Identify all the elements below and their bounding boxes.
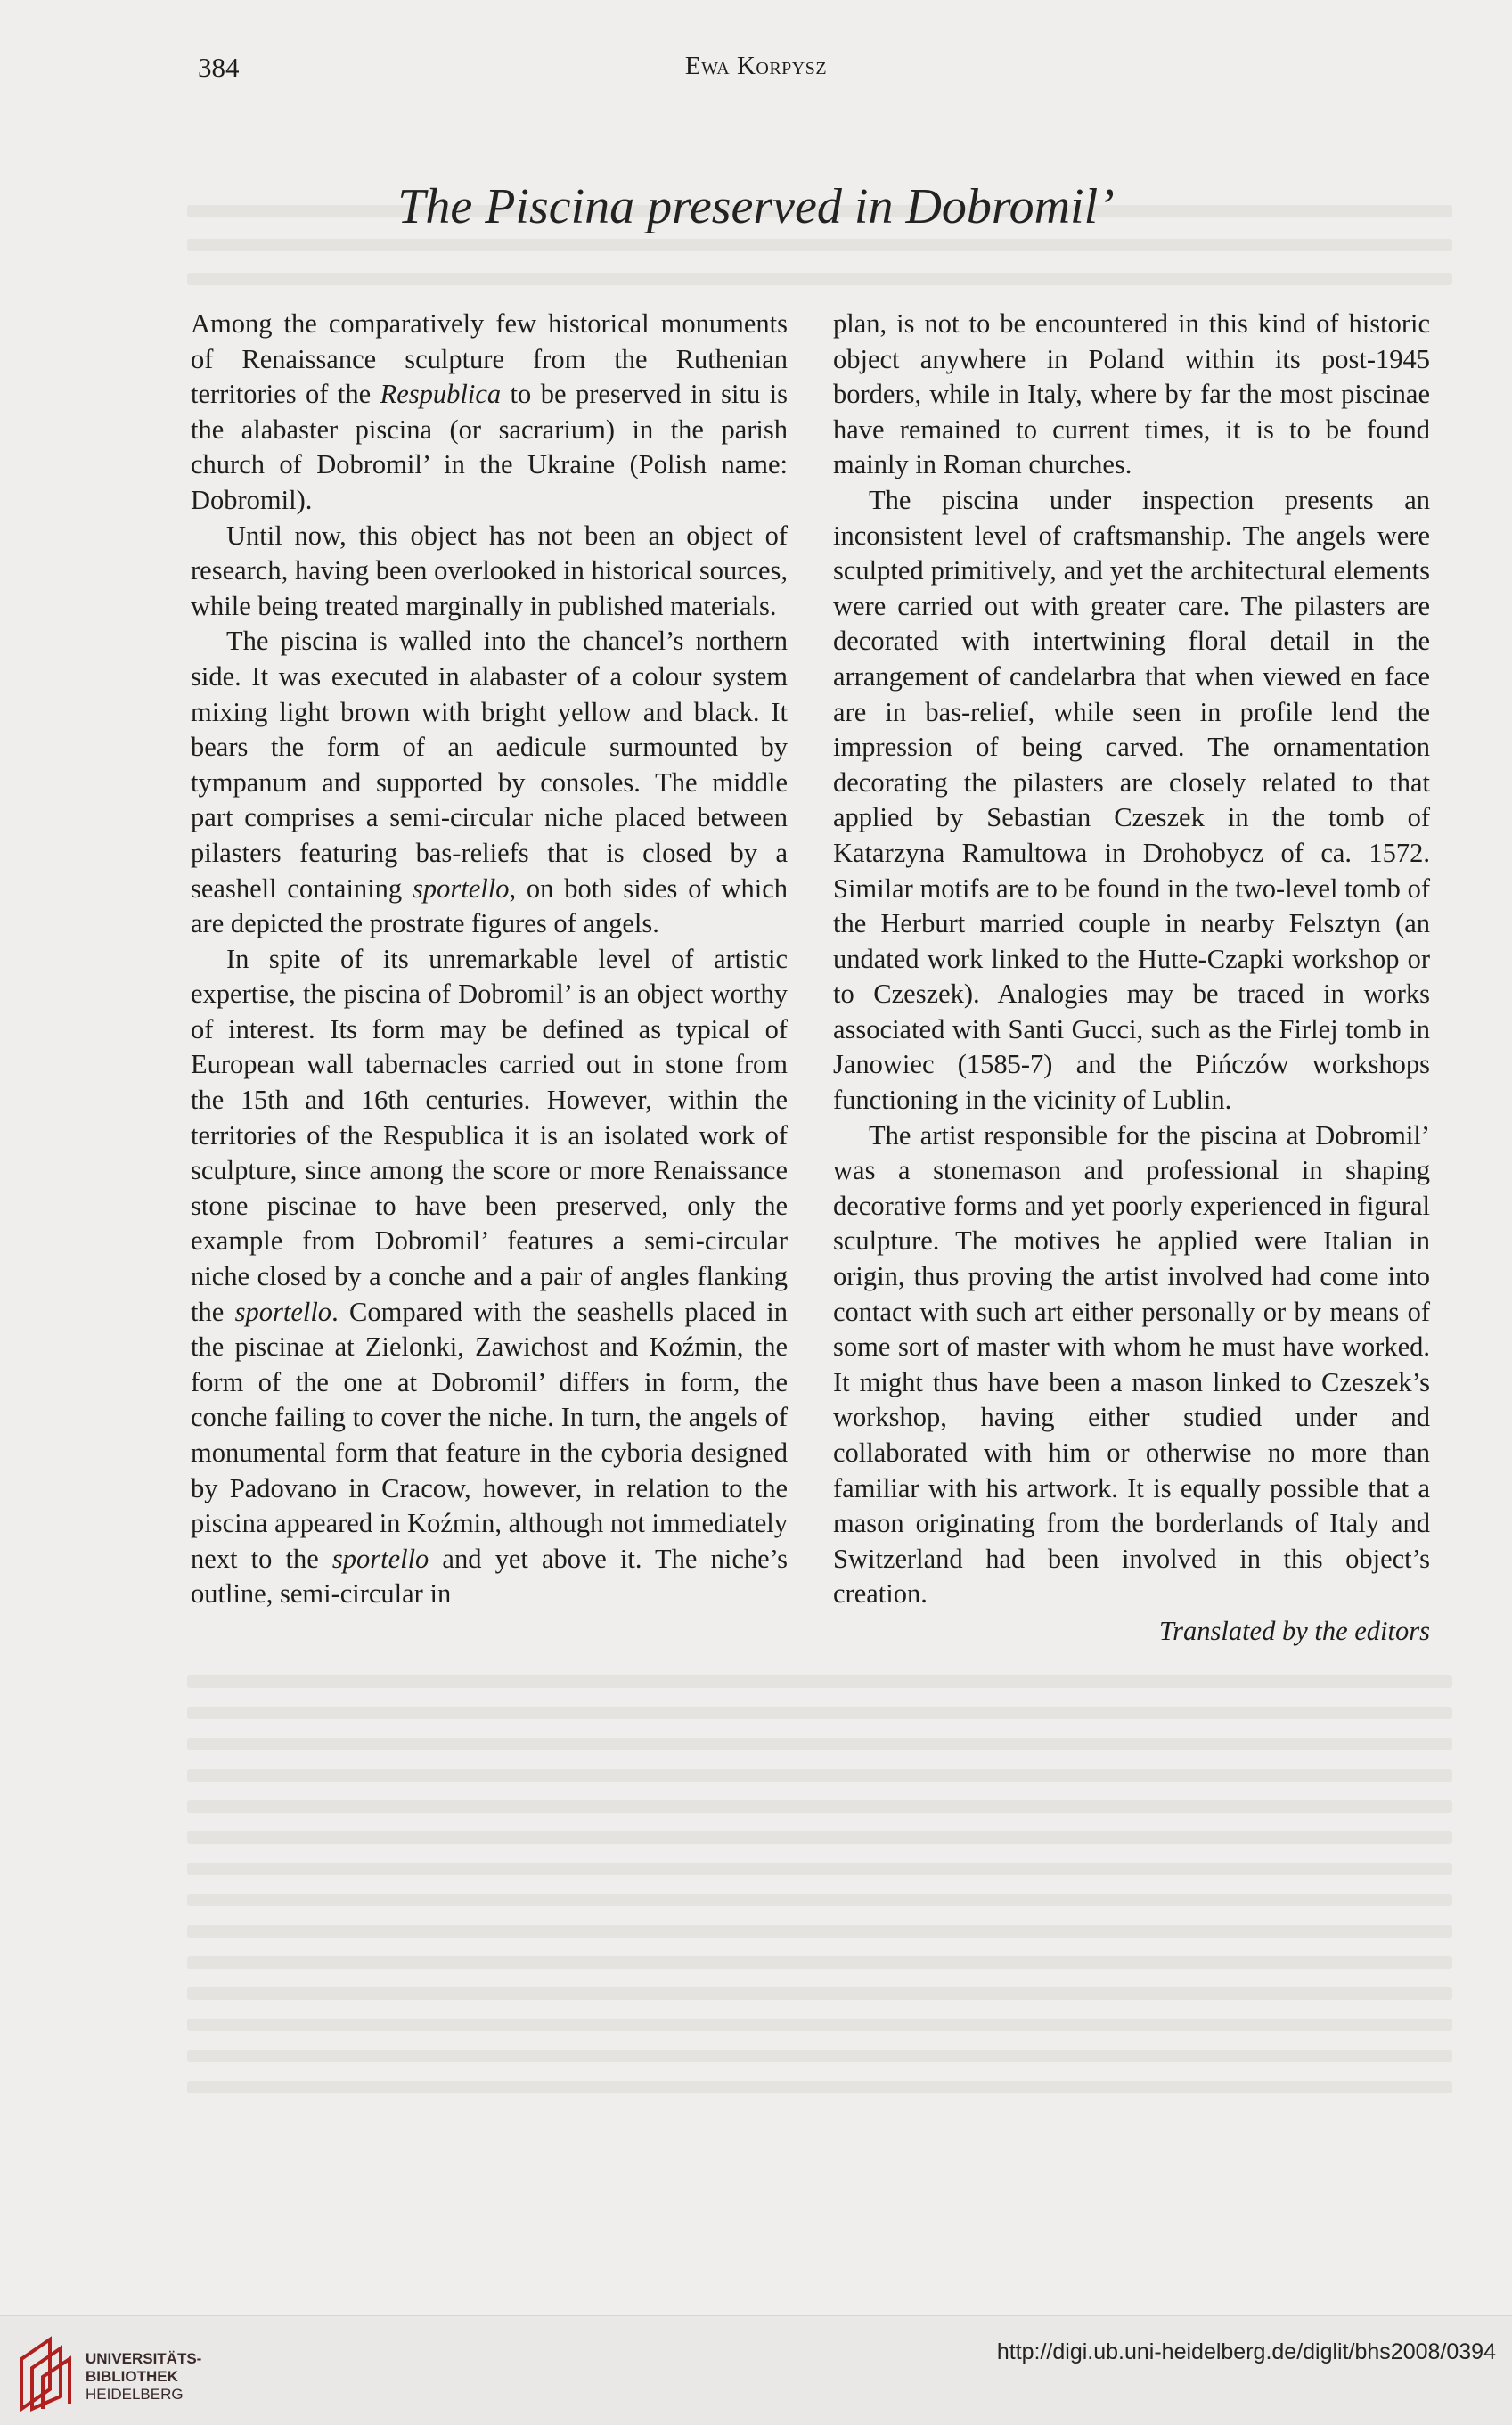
right-column-paragraphs (833, 307, 1430, 1612)
running-head: Ewa Korpysz (684, 52, 828, 80)
library-name (86, 2350, 201, 2404)
text-run: Until now, this object has not been an object of research, having been overlooked in historical sources, while being treated marginally in published materials. (191, 520, 788, 621)
right-column-paragraph (833, 307, 1430, 483)
article-title: The Piscina preserved in Dobromil’ (397, 179, 1115, 234)
text-run: The piscina under inspection presents an inconsistent level of craftsmanship. The angels were sculpted primitively, and yet the architectural elements were carried out with greater care. The pilasters are decorated with intertwining floral detail in the arrangement of candelarbra that when viewed en face are in bas-relief, while seen in profile lend the impression of being carved. The ornamentation decorating the pilasters are closely related to that applied by Sebastian Czeszek in the tomb of Katarzyna Ramultowa in Drohobycz of ca. 1572. Similar motifs are to be found in the two-level tomb of the Herburt married couple in nearby Felsztyn (an undated work linked to the Hutte-Czapki workshop or to Czeszek). Analogies may be traced in works associated with Santi Gucci, such as the Firlej tomb in Janowiec (1585-7) and the Pińczów workshops functioning in the vicinity of Lublin. (833, 484, 1430, 1116)
text-run: . Compared with the seashells placed in the piscinae at Zielonki, Zawichost and Koźmin, the form of the one at Dobromil’ differs in form, the conche failing to cover the niche. In turn, the angels of monumental form that feature in the cyboria designed by Padovano in Cracow, however, in relation to the piscina appeared in Koźmin, although not immediately next to the (191, 1296, 788, 1574)
text-run: The piscina is walled into the chancel’s northern side. It was executed in alabaster of a colour system mixing light brown with bright yellow and black. It bears the form of an aedicule surmounted by tympanum and supported by consoles. The middle part comprises a semi-circular niche placed between pilasters featuring bas-reliefs that is closed by a seashell containing (191, 626, 788, 904)
right-column (833, 307, 1430, 1650)
text-run: , on both sides of which are depicted the prostrate figures of angels. (191, 873, 788, 939)
left-column (191, 307, 788, 1612)
library-line-3: HEIDELBERG (86, 2386, 184, 2403)
italic-term: sportello (234, 1296, 332, 1327)
text-run: The artist responsible for the piscina at Dobromil’ was a stonemason and professional in shaping decorative forms and yet poorly experienced in figural sculpture. The motives he applied were Italian in origin, thus proving the artist involved had come into contact with such art either personally or by means of some sort of master with whom he must have worked. It might thus have been a mason linked to Czeszek’s workshop, having either studied under and collaborated with him or otherwise no more than familiar with his artwork. It is equally possible that a mason originating from the borderlands of Italy and Switzerland had been involved in this object’s creation. (833, 1119, 1430, 1610)
translator-credit: Translated by the editors (1158, 1615, 1430, 1646)
library-line-2: BIBLIOTHEK (86, 2368, 178, 2385)
left-column-paragraph (191, 519, 788, 625)
italic-term: sportello (331, 1543, 429, 1574)
library-logo-icon (14, 2332, 77, 2413)
page-header (0, 52, 1512, 87)
footer-bar (0, 2315, 1512, 2425)
library-line-1: UNIVERSITÄTS- (86, 2350, 202, 2367)
italic-term: Respublica (380, 379, 502, 410)
text-run: Among the comparatively few historical monuments of Renaissance sculpture from the Ruthenian territories of the (191, 308, 788, 410)
left-column-paragraph (191, 942, 788, 1612)
text-run: and yet above it. The niche’s outline, semi-circular in (191, 1543, 788, 1610)
left-column-paragraph (191, 307, 788, 519)
italic-term: sportello (413, 873, 510, 904)
right-column-paragraph (833, 483, 1430, 1118)
text-run: In spite of its unremarkable level of artistic expertise, the piscina of Dobromil’ is an object worthy of interest. Its form may be defined as typical of European wall tabernacles carried out in stone from the 15th and 16th centuries. However, within the territories of the Respublica it is an isolated work of sculpture, since among the score or more Renaissance stone piscinae to have been preserved, only the example from Dobromil’ features a semi-circular niche closed by a conche and a pair of angles flanking the (191, 943, 788, 1327)
right-column-paragraph (833, 1118, 1430, 1612)
left-column-paragraph (191, 624, 788, 941)
page-number: 384 (198, 52, 240, 83)
source-url-link[interactable]: http://digi.ub.uni-heidelberg.de/diglit/bhs2008/0394 (996, 2339, 1496, 2364)
text-run: plan, is not to be encountered in this kind of historic object anywhere in Poland within its post-1945 borders, while in Italy, where by far the most piscinae have remained to current times, it is to be found mainly in Roman churches. (833, 308, 1430, 480)
text-run: to be preserved in situ is the alabaster piscina (or sacrarium) in the parish church of Dobromil’ in the Ukraine (Polish name: Dobromil). (191, 379, 788, 515)
